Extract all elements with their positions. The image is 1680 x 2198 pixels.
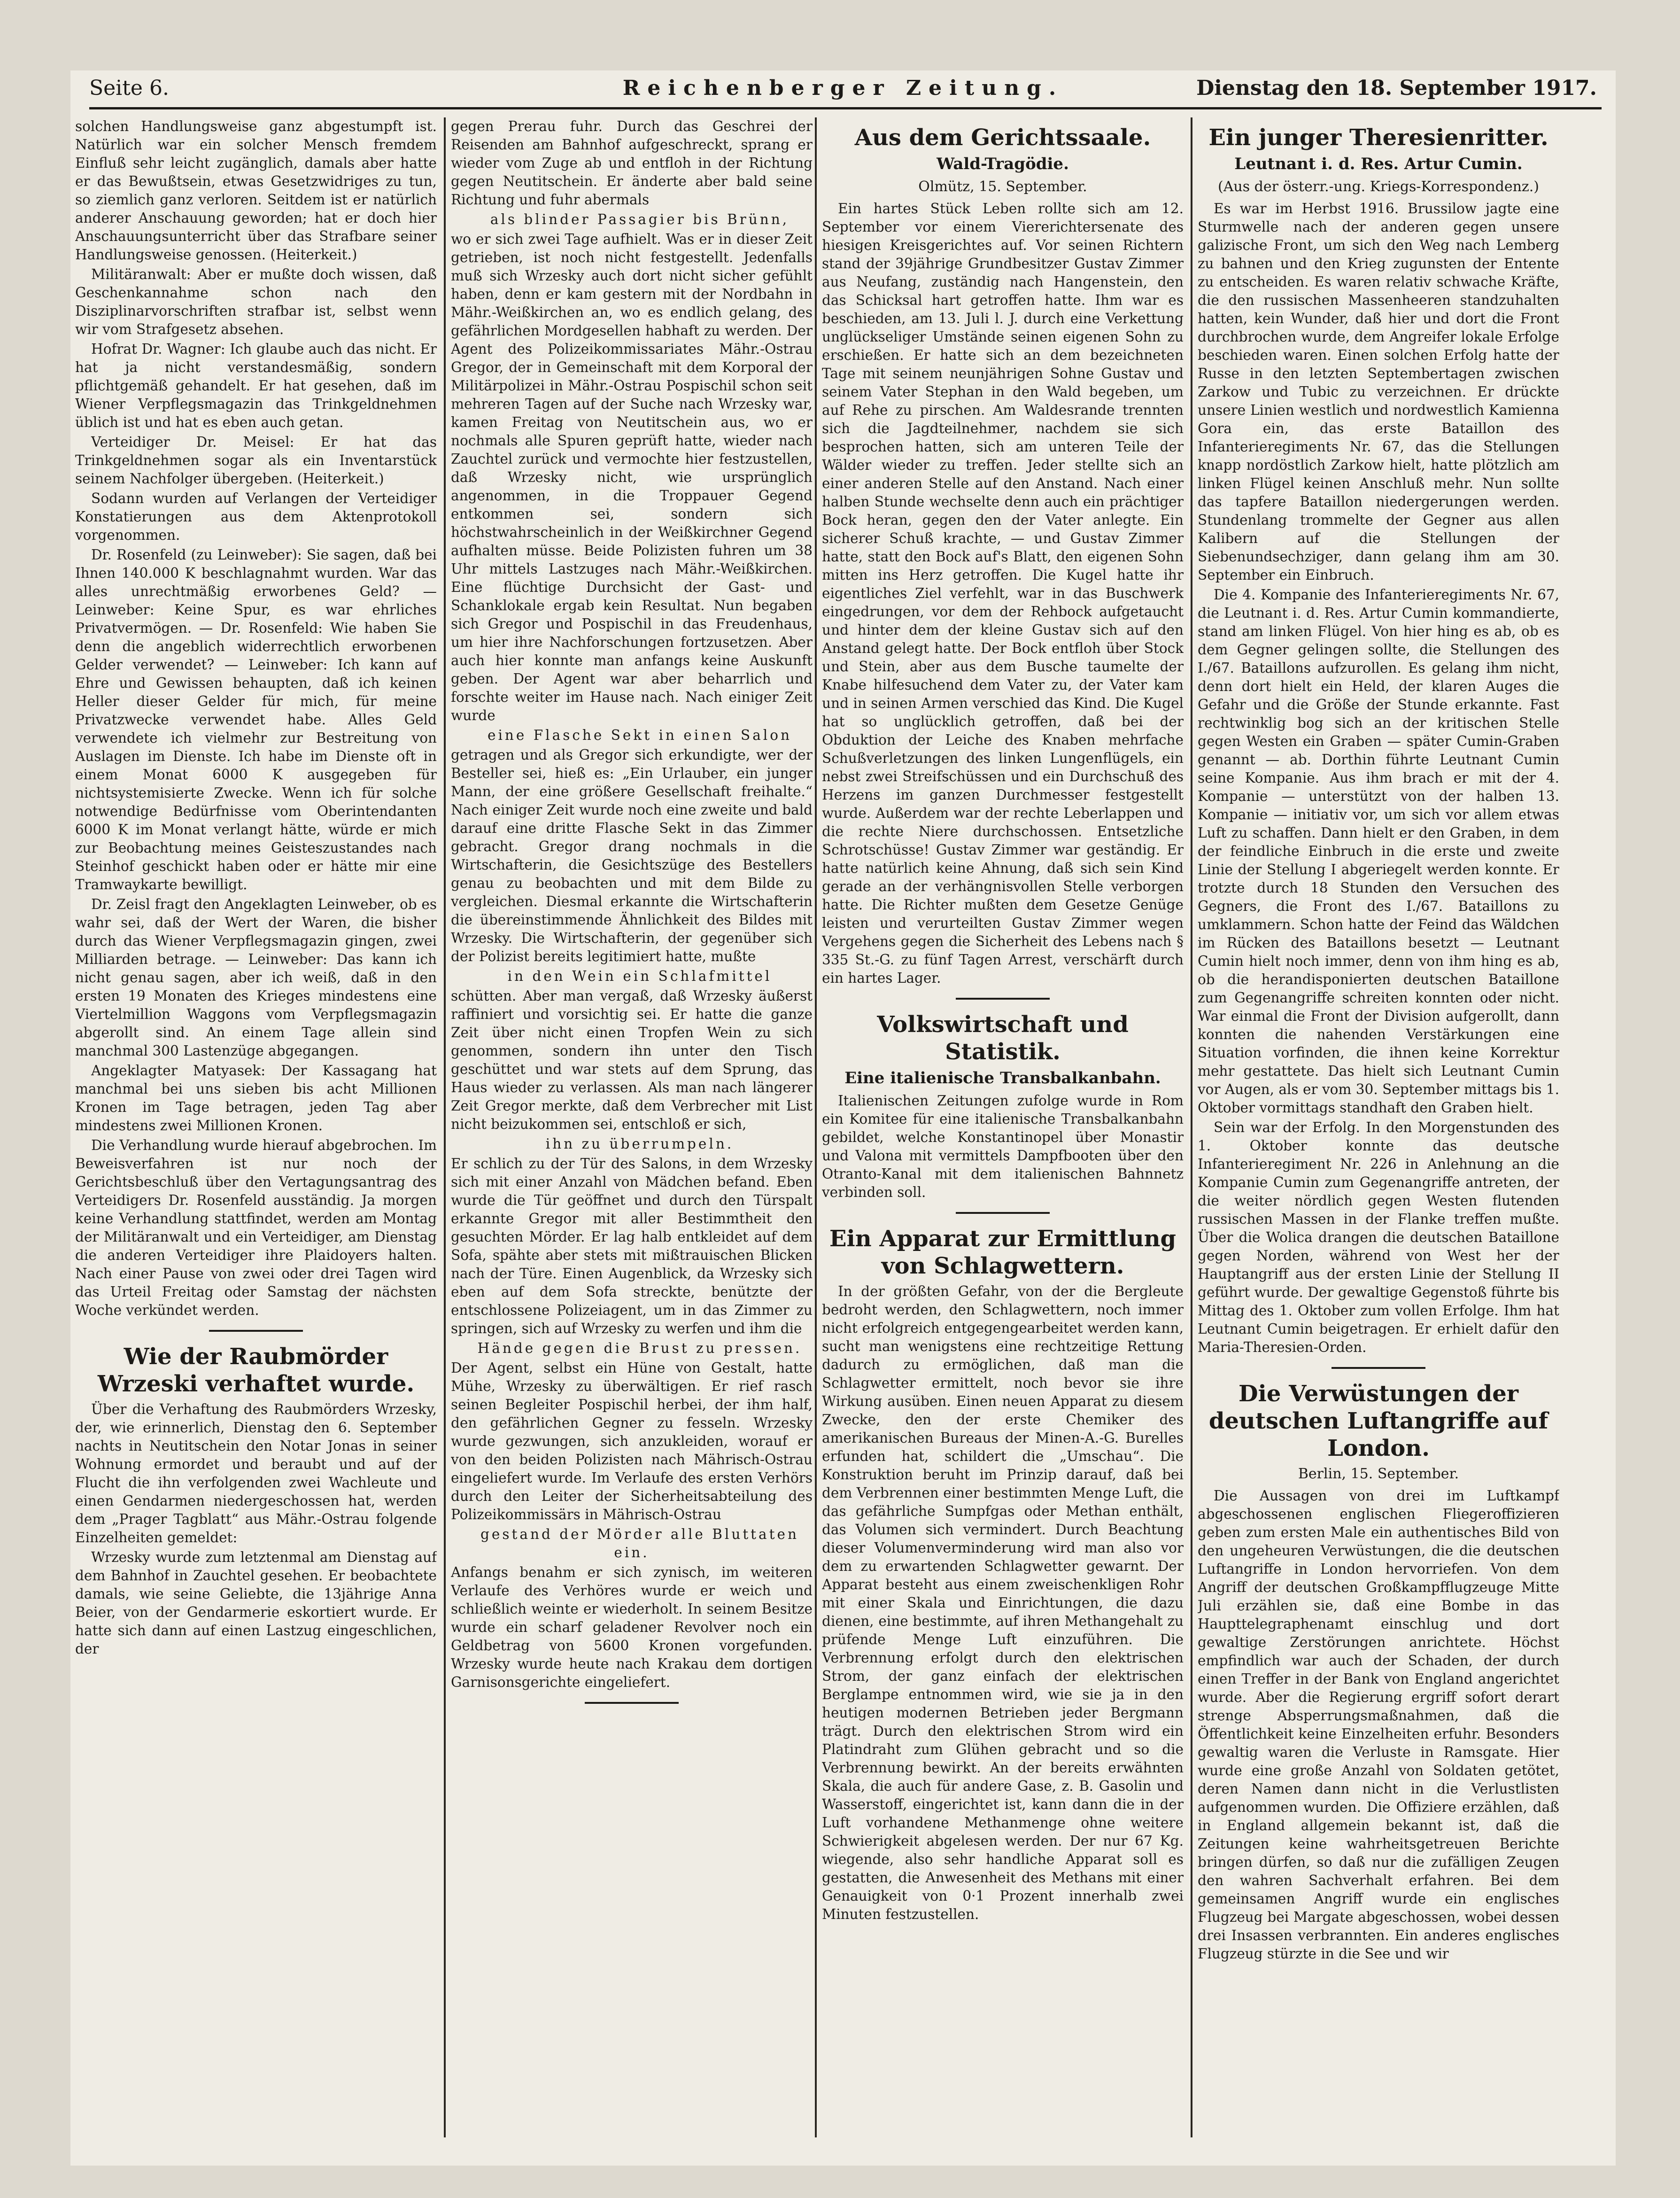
paragraph: gegen Prerau fuhr. Durch das Geschrei der Reisenden am Bahnhof aufgeschreckt, sprang er wieder vom Zuge ab und entfloh in der Richtung gegen Neutitschein. Er änderte aber bald seine Richtung und fuhr abermals [451,118,813,208]
paragraph: Ein hartes Stück Leben rollte sich am 12. September vor einem Viererichtersenate des hiesigen Kreisgerichtes auf. Vor seinen Richtern stand der 39jährige Grundbesitzer Gustav Zimmer aus Neufang, zuständig nach Hangenstein, den das Schicksal hart getroffen hatte. Ihm war es beschieden, am 13. Juli l. J. durch eine Verkettung unglückseliger Umstände seinen eigenen Sohn zu erschießen. Er hatte sich an dem bezeichneten Tage mit seinem neunjährigen Sohne Gustav und seinem Vater Stephan in den Wald begeben, um auf Rehe zu pirschen. Am Waldesrande trennten sich die Jagdteilnehmer, nachdem sie sich besprochen hatten, sich am unteren Teile der Wälder wieder zu treffen. Jeder stellte sich an einer anderen Stelle auf den Anstand. Nach einer halben Stunde wechselte denn auch ein prächtiger Bock heran, gegen den der Vater anlegte. Ein sicherer Schuß krachte, — und Gustav Zimmer hatte, statt den Bock auf's Blatt, den eigenen Sohn mitten ins Herz getroffen. Die Kugel hatte ihr eigentliches Ziel verfehlt, war in das Buschwerk eingedrungen, vor dem der Rehbock aufgetaucht und hinter dem der kleine Gustav sich auf den Anstand gelegt hatte. Der Bock entfloh über Stock und Stein, aber aus dem Busche taumelte der Knabe hilfesuchend dem Vater zu, der Vater kam und in seinen Armen verschied das Kind. Die Kugel hat so unglücklich getroffen, daß bei der Obduktion der Leiche des Knaben mehrfache Schußverletzungen des linken Lungenflügels, ein nebst zwei Streifschüssen und ein Durchschuß des Herzens im ganzen Durchmesser festgestellt wurde. Außerdem war der rechte Leberlappen und die rechte Niere durchschossen. Entsetzliche Schrotschüsse! Gustav Zimmer war geständig. Er hatte natürlich keine Ahnung, daß sich sein Kind gerade an der verhängnisvollen Stelle verborgen hatte. Die Richter mußten dem Gesetze Genüge leisten und verurteilten Gustav Zimmer wegen Vergehens gegen die Sicherheit des Lebens nach § 335 St.-G. zu fünf Tagen Arrest, verschärft durch ein hartes Lager. [822,201,1184,986]
paragraph: getragen und als Gregor sich erkundigte, wer der Besteller sei, hieß es: „Ein Urlauber, ein junger Mann, der eine größere Gesellschaft freihalte.“ Nach einiger Zeit wurde noch eine zweite und bald darauf eine dritte Flasche Sekt in das Zimmer gebracht. Gregor drang nochmals in die Wirtschafterin, die Gesichtszüge des Bestellers genau zu beobachten und mit dem Bilde zu vergleichen. Diesmal erkannte die Wirtschafterin die übereinstimmende Ähnlichkeit des Bildes mit Wrzesky. Die Wirtschafterin, der gegenüber sich der Polizist bereits legitimiert hatte, mußte [451,747,813,964]
paragraph: Sein war der Erfolg. In den Morgenstunden des 1. Oktober konnte das deutsche Infanterieregiment Nr. 226 in Anlehnung an die Kompanie Cumin zum Gegenangriffe antreten, der die weiter nördlich gegen Westen flutenden russischen Massen in der Flanke treffen mußte. Über die Wolica drangen die deutschen Bataillone gegen Norden, während von West her der Hauptangriff aus der ersten Linie der Stellung II geführt wurde. Der gewaltige Gegenstoß führte bis Mittag des 1. Oktober zum vollen Erfolge. Ihm hat Leutnant Cumin beigetragen. Er erhielt dafür den Maria-Theresien-Orden. [1198,1119,1559,1355]
paragraph: Die 4. Kompanie des Infanterieregiments Nr. 67, die Leutnant i. d. Res. Artur Cumin kommandierte, stand am linken Flügel. Von hier hing es ab, ob es dem Gegner gelingen sollte, die Stellungen des I./67. Bataillons aufzurollen. Es gelang ihm nicht, denn dort hielt ein Held, der klaren Auges die Gefahr und die Größe der Stunde erkannte. Fast rechtwinklig bog sich an der kritischen Stelle gegen Westen ein Graben — später Cumin-Graben genannt — ab. Dorthin führte Leutnant Cumin seine Kompanie. Aus ihm brach er mit der 4. Kompanie — unterstützt von der halben 13. Kompanie — initiativ vor, um sich vor allem etwas Luft zu schaffen. Dann hielt er den Graben, in dem der feindliche Einbruch in die erste und zweite Linie der Stellung I abgeriegelt werden konnte. Er trotzte durch 18 Stunden den Versuchen des Gegners, die Front des I./67. Bataillons zu umklammern. Schon hatte der Feind das Wäldchen im Rücken des Bataillons besetzt — Leutnant Cumin hielt noch immer, denn von ihm hing es ab, ob die herandisponierten deutschen Bataillone zum Gegenangriffe schreiten konnten oder nicht. War einmal die Front der Division aufgerollt, dann konnten die nahenden Verstärkungen eine Situation vorfinden, die ihnen keine Korrektur mehr gestattete. Das hielt sich Leutnant Cumin vor Augen, als er vom 30. September mittags bis 1. Oktober vormittags standhaft den Graben hielt. [1198,587,1559,1116]
paragraph: Wrzesky wurde zum letztenmal am Dienstag auf dem Bahnhof in Zauchtel gesehen. Er beobachtete damals, wie seine Geliebte, die 13jährige Anna Beier, von der Gendarmerie eskortiert wurde. Er hatte sich dann auf einen Lastzug eingeschlichen, der [75,1549,437,1657]
byline: (Aus der österr.-ung. Kriegs-Korrespondenz.) [1218,179,1539,195]
paragraph: Sodann wurden auf Verlangen der Verteidiger Konstatierungen aus dem Aktenprotokoll vorgenommen. [75,490,437,543]
paragraph: Dr. Rosenfeld (zu Leinweber): Sie sagen, daß bei Ihnen 140.000 K beschlagnahmt wurden. War das alles unrechtmäßig erworbenes Geld? — Leinweber: Keine Spur, es war ehrliches Privatvermögen. — Dr. Rosenfeld: Wie haben Sie denn die angeblich widerrechtlich erworbenen Gelder verwendet? — Leinweber: Ich kann auf Ehre und Gewissen behaupten, daß ich keinen Heller dieser Gelder für mich, für meine Privatzwecke verwendet habe. Alles Geld verwendete ich vielmehr zur Bestreitung von Auslagen im Dienste. Ich habe im Dienste oft in einem Monat 6000 K ausgegeben für nichtsystemisierte Zwecke. Wenn ich für solche notwendige Bedürfnisse vom Oberintendanten 6000 K im Monat verlangt hätte, würde er mich zur Beobachtung meines Geisteszustandes nach Steinhof geschickt haben oder er hätte mir eine Tramwaykarte bewilligt. [75,547,437,893]
paragraph: solchen Handlungsweise ganz abgestumpft ist. Natürlich war ein solcher Mensch fremdem Einfluß sehr leicht zugänglich, damals aber hatte er das Bewußtsein, etwas Gesetzwidriges zu tun, so ziemlich ganz verloren. Seitdem ist er natürlich anderer Anschauung geworden; hat er doch hier Anschauungsunterricht über das Strafbare seiner Handlungsweise genossen. (Heiterkeit.) [75,118,437,263]
newspaper-page [70,70,1616,2166]
article-headline: Volkswirtschaft und Statistik. [877,1011,1129,1065]
section-divider [1332,1367,1425,1369]
article-subheadline: Eine italienische Transbalkanbahn. [844,1069,1161,1087]
spaced-subheading: Hände gegen die Brust zu pressen. [477,1340,802,1356]
page-number: Seite 6. [89,76,169,100]
paragraph: Die Aussagen von drei im Luftkampf abgeschossenen englischen Fliegeroffizieren geben zum ersten Male ein authentisches Bild von den ungeheuren Verwüstungen, die die deutschen Luftangriffe in London hervorriefen. Von dem Angriff der deutschen Großkampfflugzeuge Mitte Juli erzählen sie, daß eine Bombe in das Haupttelegraphenamt einschlug und dort gewaltige Zerstörungen anrichtete. Höchst empfindlich war auch der Schaden, der durch einen Treffer in der Bank von England angerichtet wurde. Aber die Regierung ergriff sofort derart strenge Absperrungsmaßnahmen, daß die Öffentlichkeit keine Einzelheiten erfuhr. Besonders gewaltig waren die Verluste in Ramsgate. Hier wurde eine große Anzahl von Soldaten getötet, deren Namen dann nicht in die Verlustlisten aufgenommen wurden. Die Offiziere erzählen, daß in England allgemein bekannt ist, daß die Zeitungen keine wahrheitsgetreuen Berichte bringen dürfen, so daß nur die zufälligen Zeugen den wahren Sachverhalt erfahren. Bei dem gemeinsamen Angriff wurde ein englisches Flugzeug bei Margate abgeschossen, wobei dessen drei Insassen verbrannten. Ein anderes englisches Flugzeug stürzte in die See und wir [1198,1488,1559,1962]
paragraph: wo er sich zwei Tage aufhielt. Was er in dieser Zeit getrieben, ist noch nicht festgestellt. Jedenfalls muß sich Wrzesky auch dort nicht sicher gefühlt haben, denn er kam gestern mit der Nordbahn in Mähr.-Weißkirchen an, wo es endlich gelang, des gefährlichen Mordgesellen habhaft zu werden. Der Agent des Polizeikommissariates Mähr.-Ostrau Gregor, der in Gemeinschaft mit dem Korporal der Militärpolizei in Mähr.-Ostrau Pospischil schon seit mehreren Tagen auf der Suche nach Wrzesky war, kamen Freitag von Neutitschein aus, wo er nochmals alle Spuren geprüft hatte, wieder nach Zauchtel zurück und vermochte hier festzustellen, daß Wrzesky nicht, wie ursprünglich angenommen, in die Troppauer Gegend entkommen sei, sondern sich höchstwahrscheinlich in der Weißkirchner Gegend aufhalten müsse. Beide Polizisten fuhren um 38 Uhr mittels Lastzuges nach Mähr.-Weißkirchen. Eine flüchtige Durchsicht der Gast- und Schanklokale ergab kein Resultat. Nun begaben sich Gregor und Pospischil in das Freudenhaus, um hier ihre Nachforschungen fortzusetzen. Aber auch hier konnte man anfangs keine Auskunft geben. Der Agent war aber beharrlich und forschte weiter im Hause nach. Nach einiger Zeit wurde [451,231,813,723]
paragraph: Hofrat Dr. Wagner: Ich glaube auch das nicht. Er hat ja nicht verstandesmäßig, sondern pflichtgemäß gehandelt. Er hat gesehen, daß im Wiener Verpflegsmagazin das Trinkgeldnehmen üblich ist und hat es eben auch getan. [75,341,437,430]
article-headline: Die Verwüstungen der deutschen Luftangriffe auf London. [1208,1381,1548,1461]
column-divider [815,117,817,2137]
column-2 [451,117,813,2151]
column-4 [1198,117,1559,2151]
dateline: Olmütz, 15. September. [918,179,1087,195]
article-subheadline: Leutnant i. d. Res. Artur Cumin. [1234,155,1523,173]
paragraph: In der größten Gefahr, von der die Bergleute bedroht werden, den Schlagwettern, noch immer nicht erfolgreich entgegengearbeitet werden kann, sucht man wenigstens eine rechtzeitige Rettung dadurch zu ermöglichen, daß man die Schlagwetter ermittelt, noch bevor sie ihre Wirkung ausüben. Einen neuen Apparat zu diesem Zwecke, den der erste Chemiker des amerikanischen Bureaus der Minen-A.-G. Burelles erfunden hat, schildert die „Umschau“. Die Konstruktion beruht im Prinzip darauf, daß bei dem Verbrennen einer bestimmten Menge Luft, die das gefährliche Sumpfgas oder Methan enthält, das Volumen sich vermindert. Durch Beachtung dieser Volumenverminderung wird man also vor dem zu erwartenden Schlagwetter gewarnt. Der Apparat besteht aus einem zweischenkligen Rohr mit einer Skala und Einrichtungen, die dazu dienen, eine bestimmte, auf ihren Methangehalt zu prüfende Menge Luft einzuführen. Die Verbrennung erfolgt durch den elektrischen Strom, der ganz einfach der elektrischen Berglampe entnommen wird, wie sie ja in den heutigen modernen Betrieben jeder Bergmann trägt. Durch den elektrischen Strom wird ein Platindraht zum Glühen gebracht und so die Verbrennung bewirkt. An der bereits erwähnten Skala, die auch für andere Gase, z. B. Gasolin und Wasserstoff, eingerichtet ist, kann dann die in der Luft vorhandene Methanmenge ohne weitere Schwierigkeit abgelesen werden. Der nur 67 Kg. wiegende, also sehr handliche Apparat soll es gestatten, die Anwesenheit des Methans mit einer Genauigkeit von 0·1 Prozent innerhalb zwei Minuten festzustellen. [822,1283,1184,1922]
paragraph: Er schlich zu der Tür des Salons, in dem Wrzesky sich mit einer Anzahl von Mädchen befand. Eben wurde die Tür geöffnet und durch den Türspalt erkannte Gregor mit aller Bestimmtheit den gesuchten Mörder. Er lag halb entkleidet auf dem Sofa, spähte aber stets mit mißtrauischen Blicken nach der Türe. Einen Augenblick, da Wrzesky sich eben auf dem Sofa streckte, benützte der entschlossene Polizeiagent, um in das Zimmer zu springen, sich auf Wrzesky zu werfen und ihm die [451,1156,813,1336]
spaced-subheading: eine Flasche Sekt in einen Salon [487,727,792,743]
paragraph: Angeklagter Matyasek: Der Kassagang hat manchmal bei uns sieben bis acht Millionen Kronen im Tage betragen, jeden Tag aber mindestens zwei Millionen Kronen. [75,1063,437,1134]
article-headline: Aus dem Gerichtssaale. [854,124,1151,151]
spaced-subheading: ihn zu überrumpeln. [545,1136,734,1152]
dateline: Berlin, 15. September. [1298,1466,1459,1482]
paragraph: Italienischen Zeitungen zufolge wurde in Rom ein Komitee für eine italienische Transbalkanbahn gebildet, welche Konstantinopel über Monastir und Valona mit vermittels Dampfbooten über den Otranto-Kanal mit dem italienischen Bahnnetz verbinden soll. [822,1093,1184,1200]
section-divider [956,998,1050,1000]
column-3 [822,117,1184,2151]
paragraph: Über die Verhaftung des Raubmörders Wrzesky, der, wie erinnerlich, Dienstag den 6. September nachts in Neutitschein den Notar Jonas in seiner Wohnung ermordet und beraubt und auf der Flucht die ihn verfolgenden zwei Wachleute und einen Gendarmen niedergeschossen hat, werden dem „Prager Tagblatt“ aus Mähr.-Ostrau folgende Einzelheiten gemeldet: [75,1401,437,1546]
spaced-subheading: als blinder Passagier bis Brünn, [490,211,790,227]
masthead-rule [89,107,1602,109]
column-divider [444,117,446,2137]
section-divider [209,1330,303,1332]
paragraph: Anfangs benahm er sich zynisch, im weiteren Verlaufe des Verhöres wurde er weich und schließlich weinte er wiederholt. In seinem Besitze wurde ein scharf geladener Revolver noch ein Geldbetrag von 5600 Kronen vorgefunden. Wrzesky wurde heute nach Krakau dem dortigen Garnisonsgerichte eingeliefert. [451,1564,813,1690]
section-divider [585,1702,679,1704]
article-subheadline: Wald-Tragödie. [937,155,1069,173]
paragraph: Es war im Herbst 1916. Brussilow jagte eine Sturmwelle nach der anderen gegen unsere galizische Front, um sich den Weg nach Lemberg zu bahnen und den Krieg zugunsten der Entente zu entscheiden. Es waren relativ schwache Kräfte, die den russischen Massenheeren standzuhalten hatten, kein Wunder, daß hier und dort die Front durchbrochen wurde, dem Angreifer lokale Erfolge beschieden waren. Einen solchen Erfolg hatte der Russe in den letzten Septembertagen zwischen Zarkow und Tubic zu verzeichnen. Er drückte unsere Linien westlich und nordwestlich Kamienna Gora ein, das erste Bataillon des Infanterieregiments Nr. 67, das die Stellungen knapp nordöstlich Zarkow hielt, hatte plötzlich am linken Flügel keinen Anschluß mehr. Nun sollte das tapfere Bataillon niedergerungen werden. Stundenlang trommelte der Gegner aus allen Kalibern auf die Stellungen der Siebenundsechziger, dann gelang ihm am 30. September ein Einbruch. [1198,201,1559,583]
spaced-subheading: gestand der Mörder alle Bluttaten ein. [480,1526,799,1561]
paragraph: Verteidiger Dr. Meisel: Er hat das Trinkgeldnehmen sogar als ein Inventarstück seinem Nachfolger übergeben. (Heiterkeit.) [75,434,437,487]
article-headline: Ein Apparat zur Ermittlung von Schlagwettern. [829,1226,1177,1279]
section-divider [956,1212,1050,1214]
issue-date: Dienstag den 18. September 1917. [1196,76,1597,100]
paragraph: schütten. Aber man vergaß, daß Wrzesky äußerst raffiniert und vorsichtig sei. Er hatte die ganze Zeit über nicht einen Tropfen Wein zu sich genommen, sondern ihn unter den Tisch geschüttet und war stets auf dem Sprung, das Haus wieder zu verlassen. Als man nach längerer Zeit Gregor merkte, daß dem Verbrecher mit List nicht beizukommen sei, entschloß er sich, [451,988,813,1132]
paragraph: Dr. Zeisl fragt den Angeklagten Leinweber, ob es wahr sei, daß der Wert der Waren, die bisher durch das Wiener Verpflegsmagazin gingen, zwei Milliarden betrage. — Leinweber: Das kann ich nicht genau sagen, aber ich weiß, daß in den ersten 19 Monaten des Krieges mindestens eine Viertelmillion Waggons vom Verpflegsmagazin abgerollt sind. An einem Tage allein sind manchmal 300 Lastenzüge abgegangen. [75,896,437,1059]
paragraph: Die Verhandlung wurde hierauf abgebrochen. Im Beweisverfahren ist nur noch der Gerichtsbeschluß über den Vertagungsantrag des Verteidigers Dr. Rosenfeld ausständig. Ja morgen keine Verhandlung stattfindet, werden am Montag der Militäranwalt und ein Verteidiger, am Dienstag die anderen Verteidiger ihre Plaidoyers halten. Nach einer Pause von zwei oder drei Tagen wird das Urteil Freitag oder Samstag der nächsten Woche verkündet werden. [75,1137,437,1318]
column-1 [75,117,437,2151]
column-divider [1191,117,1192,2137]
paragraph: Militäranwalt: Aber er mußte doch wissen, daß Geschenkannahme schon nach den Disziplinarvorschriften strafbar ist, selbst wenn wir vom Strafgesetz absehen. [75,266,437,337]
article-headline: Wie der Raubmörder Wrzeski verhaftet wurde. [97,1344,415,1397]
paragraph: Der Agent, selbst ein Hüne von Gestalt, hatte Mühe, Wrzesky zu überwältigen. Er rief rasch seinen Begleiter Pospischil herbei, der ihm half, den gefährlichen Gegner zu fesseln. Wrzesky wurde gezwungen, sich anzukleiden, worauf er von den beiden Polizisten nach Mährisch-Ostrau eingeliefert wurde. Im Verlaufe des ersten Verhörs durch den Leiter der Sicherheitsabteilung des Polizeikommissärs in Mährisch-Ostrau [451,1360,813,1522]
newspaper-title: Reichenberger Zeitung. [622,76,1064,100]
spaced-subheading: in den Wein ein Schlafmittel [507,968,772,984]
masthead [89,74,1597,102]
article-headline: Ein junger Theresienritter. [1208,124,1548,151]
